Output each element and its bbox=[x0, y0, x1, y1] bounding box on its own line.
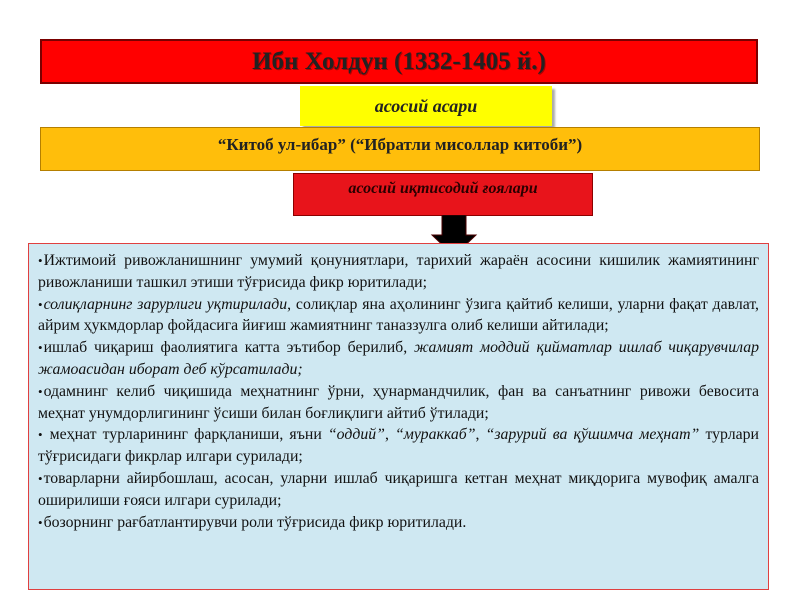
list-item bbox=[38, 381, 759, 425]
item-text: , bbox=[475, 426, 486, 444]
list-item bbox=[38, 512, 759, 534]
slide-title: Ибн Холдун (1332-1405 й.) bbox=[252, 47, 546, 75]
bullet-icon: • bbox=[38, 253, 43, 268]
list-item bbox=[38, 468, 759, 512]
item-text-emphasis: солиқларнинг зарурлиги уқтирилади bbox=[43, 295, 288, 313]
main-works-label: асосий асари bbox=[374, 95, 478, 116]
item-text: , bbox=[384, 426, 395, 444]
main-works-label-box bbox=[300, 86, 552, 126]
bullet-icon: • bbox=[38, 296, 43, 312]
item-text: Ижтимоий ривожланишнинг умумий қонуниятлари, тарихий жараён асосини кишилик жамиятининг ривожланиши ташкил этиши тўғрисида фикр юритилади; bbox=[38, 252, 759, 291]
title-banner bbox=[40, 39, 758, 84]
bullet-icon: • bbox=[38, 340, 43, 356]
ideas-list bbox=[28, 243, 769, 590]
item-text-emphasis: “мураккаб” bbox=[395, 426, 476, 444]
item-text: бозорнинг рағбатлантирувчи роли тўғрисида фикр юритилади. bbox=[43, 513, 467, 531]
economic-ideas-label: асосий иқтисодий ғоялари bbox=[348, 180, 538, 197]
item-text: , солиқлар яна аҳолининг ўзига қайтиб келиши, уларни фақат давлат, айрим ҳукмдорлар фойдасига йиғиш жамиятнинг таназзулга олиб келиши айтилади; bbox=[38, 295, 759, 335]
item-text-emphasis: “оддий” bbox=[327, 426, 385, 444]
bullet-icon: • bbox=[38, 514, 43, 530]
bullet-icon: • bbox=[38, 427, 43, 443]
item-text: меҳнат турларининг фарқланиши, яъни bbox=[43, 426, 328, 444]
book-title: “Китоб ул-ибар” (“Ибратли мисоллар китоби”) bbox=[217, 135, 583, 154]
item-text-emphasis: жамият моддий қийматлар ишлаб чиқарувчилар жамоасидан иборат деб кўрсатилади; bbox=[38, 339, 759, 378]
list-item bbox=[38, 250, 759, 294]
list-item bbox=[38, 424, 759, 468]
list-item bbox=[38, 337, 759, 381]
bullet-icon: • bbox=[38, 470, 43, 486]
book-title-box bbox=[40, 127, 760, 171]
item-text: товарларни айирбошлаш, асосан, уларни ишлаб чиқаришга кетган меҳнат миқдорига мувофиқ амалга оширилиши ғояси илгари сурилади; bbox=[38, 469, 759, 509]
item-text: турлари тўғрисидаги фикрлар илгари сурилади; bbox=[38, 426, 759, 466]
list-item bbox=[38, 294, 759, 338]
item-text: ишлаб чиқариш фаолиятига катта эътибор берилиб, bbox=[43, 339, 415, 357]
item-text: одамнинг келиб чиқишида меҳнатнинг ўрни, ҳунармандчилик, фан ва санъатнинг ривожи бевосита меҳнат унумдорлигининг ўсиши билан боғлиқлиги айтиб ўтилади; bbox=[38, 382, 759, 422]
economic-ideas-label-box bbox=[293, 173, 593, 216]
item-text-emphasis: “зарурий ва қўшимча меҳнат” bbox=[485, 426, 700, 444]
bullet-icon: • bbox=[38, 383, 43, 399]
